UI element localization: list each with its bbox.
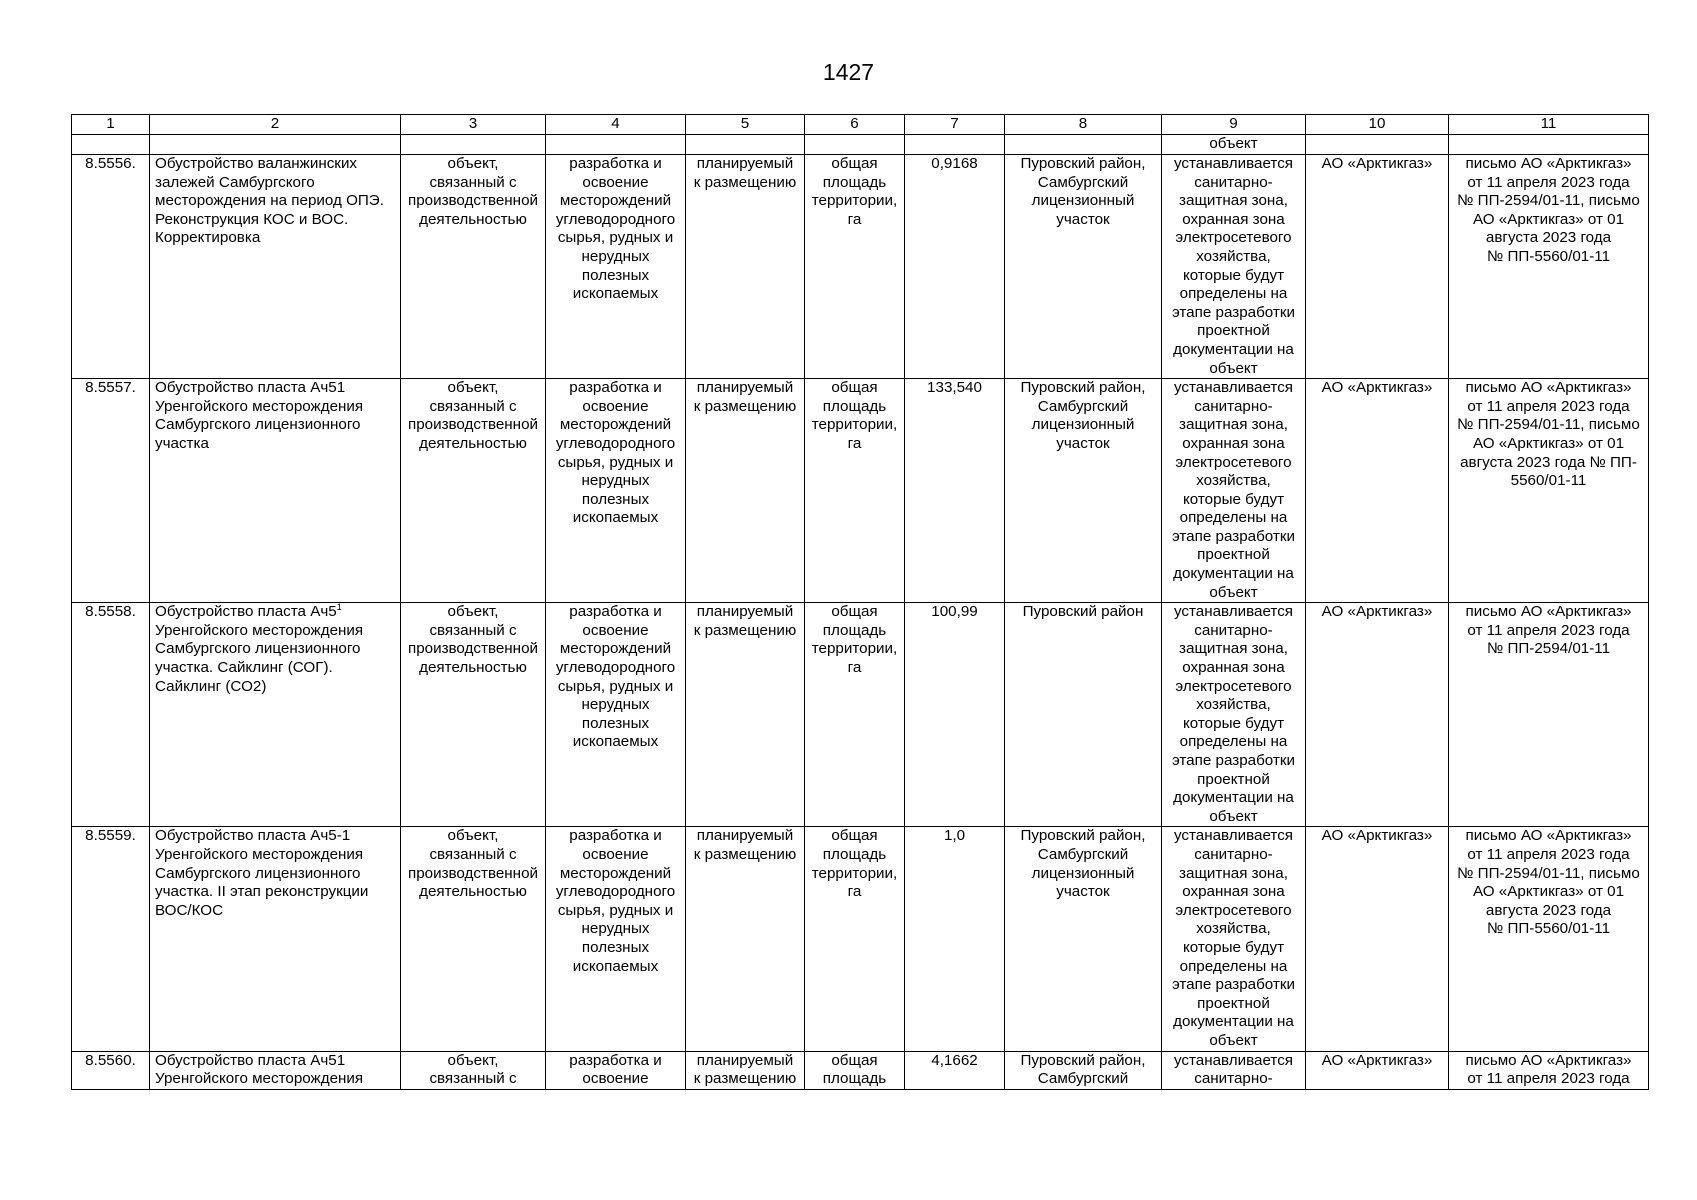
characteristic-name: общая площадь территории, га (805, 379, 905, 603)
object-status: планируемый к размещению (686, 1051, 805, 1089)
header-cell: 9 (1162, 115, 1306, 135)
object-source: письмо АО «Арктикгаз» от 11 апреля 2023 года (1449, 1051, 1649, 1089)
object-name-superscript: 1 (336, 602, 342, 613)
object-purpose: разработка и освоение месторождений углеводородного сырья, рудных и нерудных полезных ископаемых (546, 155, 686, 379)
cont-cell (1005, 135, 1162, 155)
object-name (150, 603, 401, 827)
object-location: Пуровский район, Самбургский лицензионный участок (1005, 155, 1162, 379)
row-number: 8.5556. (72, 155, 150, 379)
object-name: Обустройство пласта Ач51 Уренгойского месторождения (150, 1051, 401, 1089)
row-number: 8.5560. (72, 1051, 150, 1089)
object-organization: АО «Арктикгаз» (1306, 1051, 1449, 1089)
column-number-row (72, 115, 1649, 135)
object-location: Пуровский район, Самбургский (1005, 1051, 1162, 1089)
object-organization: АО «Арктикгаз» (1306, 603, 1449, 827)
object-source: письмо АО «Арктикгаз» от 11 апреля 2023 года № ПП-2594/01-11, письмо АО «Арктикгаз» от 01 августа 2023 года № ПП- 5560/01-11 (1449, 379, 1649, 603)
object-source: письмо АО «Арктикгаз» от 11 апреля 2023 года № ПП-2594/01-11, письмо АО «Арктикгаз» от 01 августа 2023 года № ПП-5560/01-11 (1449, 155, 1649, 379)
object-type: объект, связанный с (401, 1051, 546, 1089)
cont-cell (401, 135, 546, 155)
object-source: письмо АО «Арктикгаз» от 11 апреля 2023 года № ПП-2594/01-11, письмо АО «Арктикгаз» от 01 августа 2023 года № ПП-5560/01-11 (1449, 827, 1649, 1051)
characteristic-value: 0,9168 (905, 155, 1005, 379)
cont-cell (905, 135, 1005, 155)
object-zones: устанавливается санитарно- защитная зона, охранная зона электросетевого хозяйства, которые будут определены на этапе разработки проектной документации на объект (1162, 379, 1306, 603)
object-source: письмо АО «Арктикгаз» от 11 апреля 2023 года № ПП-2594/01-11 (1449, 603, 1649, 827)
object-name-text-rest: Уренгойского месторождения Самбургского лицензионного участка. Сайклинг (СОГ). Сайклинг (СО2) (155, 621, 364, 695)
object-purpose: разработка и освоение (546, 1051, 686, 1089)
header-cell: 10 (1306, 115, 1449, 135)
table-row (72, 155, 1649, 379)
object-organization: АО «Арктикгаз» (1306, 379, 1449, 603)
objects-table (71, 114, 1649, 1090)
row-number: 8.5558. (72, 603, 150, 827)
row-number: 8.5557. (72, 379, 150, 603)
characteristic-name: общая площадь (805, 1051, 905, 1089)
cont-cell (1306, 135, 1449, 155)
header-cell: 7 (905, 115, 1005, 135)
table-row (72, 1051, 1649, 1089)
object-purpose: разработка и освоение месторождений углеводородного сырья, рудных и нерудных полезных ископаемых (546, 603, 686, 827)
cont-cell (805, 135, 905, 155)
header-cell: 2 (150, 115, 401, 135)
object-type: объект, связанный с производственной деятельностью (401, 827, 546, 1051)
header-cell: 5 (686, 115, 805, 135)
object-status: планируемый к размещению (686, 379, 805, 603)
object-name: Обустройство пласта Ач51 Уренгойского месторождения Самбургского лицензионного участка (150, 379, 401, 603)
characteristic-name: общая площадь территории, га (805, 603, 905, 827)
cont-cell (686, 135, 805, 155)
object-purpose: разработка и освоение месторождений углеводородного сырья, рудных и нерудных полезных ископаемых (546, 827, 686, 1051)
characteristic-value: 100,99 (905, 603, 1005, 827)
cont-cell (1449, 135, 1649, 155)
continuation-row (72, 135, 1649, 155)
characteristic-value: 1,0 (905, 827, 1005, 1051)
header-cell: 8 (1005, 115, 1162, 135)
characteristic-value: 133,540 (905, 379, 1005, 603)
table-body (72, 115, 1649, 1090)
header-cell: 6 (805, 115, 905, 135)
object-type: объект, связанный с производственной деятельностью (401, 379, 546, 603)
object-type: объект, связанный с производственной деятельностью (401, 155, 546, 379)
object-location: Пуровский район, Самбургский лицензионный участок (1005, 827, 1162, 1051)
cont-cell (72, 135, 150, 155)
object-location: Пуровский район, Самбургский лицензионный участок (1005, 379, 1162, 603)
object-zones: устанавливается санитарно- защитная зона, охранная зона электросетевого хозяйства, которые будут определены на этапе разработки проектной документации на объект (1162, 827, 1306, 1051)
table-row (72, 827, 1649, 1051)
header-cell: 1 (72, 115, 150, 135)
object-status: планируемый к размещению (686, 603, 805, 827)
object-purpose: разработка и освоение месторождений углеводородного сырья, рудных и нерудных полезных ископаемых (546, 379, 686, 603)
object-organization: АО «Арктикгаз» (1306, 827, 1449, 1051)
object-location: Пуровский район (1005, 603, 1162, 827)
characteristic-value: 4,1662 (905, 1051, 1005, 1089)
header-cell: 11 (1449, 115, 1649, 135)
header-cell: 3 (401, 115, 546, 135)
table-row (72, 603, 1649, 827)
object-type: объект, связанный с производственной деятельностью (401, 603, 546, 827)
object-zones: устанавливается санитарно- защитная зона, охранная зона электросетевого хозяйства, которые будут определены на этапе разработки проектной документации на объект (1162, 155, 1306, 379)
object-zones: устанавливается санитарно- защитная зона, охранная зона электросетевого хозяйства, которые будут определены на этапе разработки проектной документации на объект (1162, 603, 1306, 827)
object-status: планируемый к размещению (686, 155, 805, 379)
characteristic-name: общая площадь территории, га (805, 827, 905, 1051)
cont-cell (150, 135, 401, 155)
header-cell: 4 (546, 115, 686, 135)
object-status: планируемый к размещению (686, 827, 805, 1051)
table-row (72, 379, 1649, 603)
cont-cell: объект (1162, 135, 1306, 155)
object-name: Обустройство валанжинских залежей Самбургского месторождения на период ОПЭ. Реконструкция КОС и ВОС. Корректировка (150, 155, 401, 379)
object-name-text: Обустройство пласта Ач5 (155, 603, 337, 621)
object-zones: устанавливается санитарно- (1162, 1051, 1306, 1089)
page-number: 1427 (822, 59, 875, 85)
characteristic-name: общая площадь территории, га (805, 155, 905, 379)
object-organization: АО «Арктикгаз» (1306, 155, 1449, 379)
object-name: Обустройство пласта Ач5-1 Уренгойского месторождения Самбургского лицензионного участка. II этап реконструкции ВОС/КОС (150, 827, 401, 1051)
row-number: 8.5559. (72, 827, 150, 1051)
cont-cell (546, 135, 686, 155)
